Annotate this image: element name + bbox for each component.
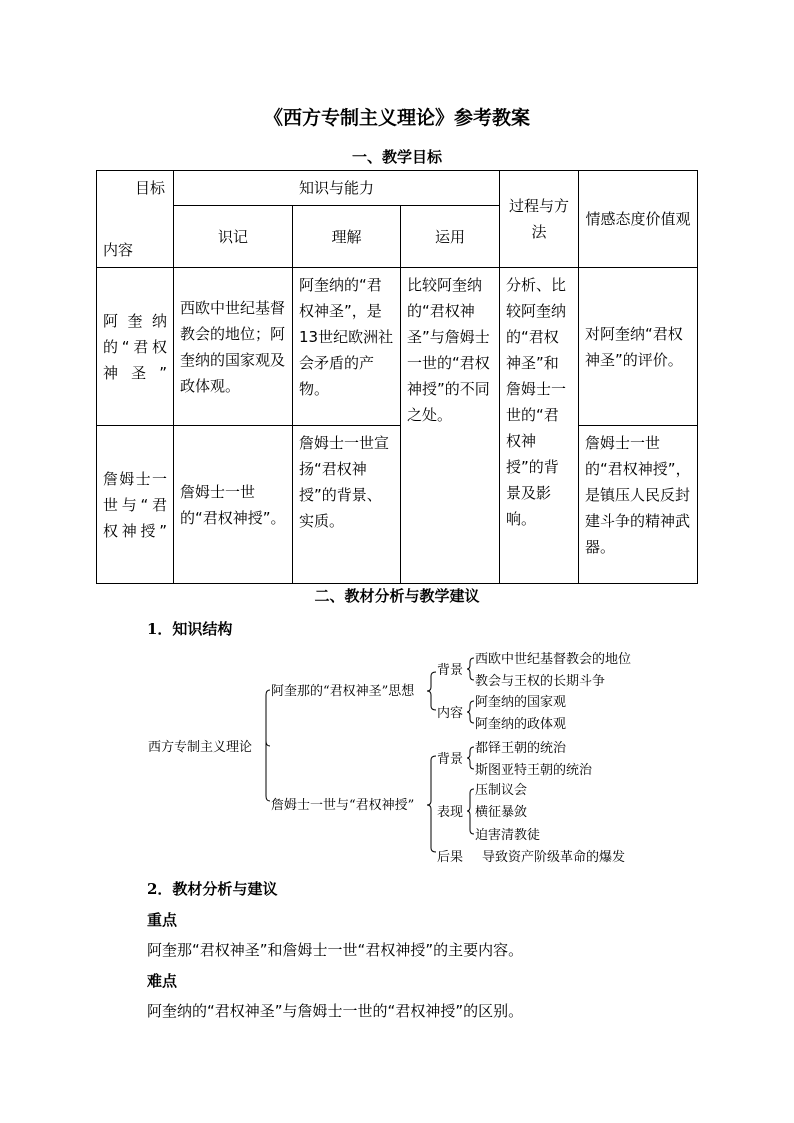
diagram-james-show-item: 压制议会	[475, 783, 528, 798]
header-recall: 识记	[174, 206, 293, 268]
diagram-aquinas-content-item: 阿奎纳的国家观	[475, 695, 567, 710]
teaching-goals-table	[96, 170, 698, 584]
diagram-james-bg-item: 都铎王朝的统治	[475, 741, 567, 756]
knowledge-structure-diagram	[140, 643, 660, 875]
diagram-aquinas-content-label: 内容	[437, 706, 464, 721]
heading-analysis-suggestions: 2．教材分析与建议	[147, 880, 278, 898]
cell-apply-merged: 比较阿奎纳的“君权神圣”与詹姆士一世的“君权神授”的不同之处。	[401, 268, 500, 584]
diagram-aquinas-bg-item: 西欧中世纪基督教会的地位	[475, 652, 632, 667]
difficulty-label: 难点	[147, 972, 178, 990]
header-understand: 理解	[293, 206, 401, 268]
header-corner-target: 目标	[134, 179, 165, 197]
key-point-label: 重点	[147, 911, 178, 929]
header-process-method: 过程与方法	[500, 171, 579, 268]
cell-aquinas-recall: 西欧中世纪基督教会的地位；阿奎纳的国家观及政体观。	[174, 268, 293, 426]
row-label-aquinas: 阿奎纳的“君权神圣”	[97, 268, 174, 426]
diagram-james-background-label: 背景	[437, 752, 464, 767]
diagram-branch-james: 詹姆士一世与“君权神授”	[271, 798, 415, 813]
cell-aquinas-emotion: 对阿奎纳“君权神圣”的评价。	[579, 268, 698, 426]
cell-process-merged: 分析、比较阿奎纳的“君权神圣”和詹姆士一世的“君权神授”的背景及影响。	[500, 268, 579, 584]
diagram-aquinas-bg-item: 教会与王权的长期斗争	[475, 674, 606, 689]
cell-james-recall: 詹姆士一世的“君权神授”。	[174, 426, 293, 584]
diagram-root: 西方专制主义理论	[148, 740, 253, 755]
diagram-aquinas-content-item: 阿奎纳的政体观	[475, 717, 567, 732]
diagram-aquinas-background-label: 背景	[437, 663, 464, 678]
diagram-james-result-item: 导致资产阶级革命的爆发	[482, 850, 626, 865]
cell-james-emotion: 詹姆士一世的“君权神授”，是镇压人民反封建斗争的精神武器。	[579, 426, 698, 584]
diagram-james-bg-item: 斯图亚特王朝的统治	[475, 763, 593, 778]
difficulty-text: 阿奎纳的“君权神圣”与詹姆士一世的“君权神授”的区别。	[147, 1002, 524, 1020]
header-apply: 运用	[401, 206, 500, 268]
row-label-james: 詹姆士一世与“君权神授”	[97, 426, 174, 584]
heading-knowledge-structure: 1．知识结构	[147, 620, 233, 638]
section-heading-goals: 一、教学目标	[351, 148, 442, 166]
document-title: 《西方专制主义理论》参考教案	[263, 107, 530, 129]
diagram-branch-aquinas: 阿奎那的“君权神圣”思想	[271, 684, 415, 699]
diagram-james-show-item: 迫害清教徒	[475, 828, 541, 843]
section-heading-analysis: 二、教材分析与教学建议	[314, 587, 480, 605]
diagram-james-result-label: 后果	[437, 850, 464, 865]
diagram-james-show-item: 横征暴敛	[475, 805, 528, 820]
diagram-james-show-label: 表现	[437, 805, 464, 820]
header-corner-content: 内容	[103, 241, 134, 259]
header-corner-cell	[97, 171, 174, 268]
header-knowledge-ability: 知识与能力	[174, 171, 500, 206]
cell-james-understand: 詹姆士一世宣扬“君权神授”的背景、实质。	[293, 426, 401, 584]
cell-aquinas-understand: 阿奎纳的“君权神圣”，是13世纪欧洲社会矛盾的产物。	[293, 268, 401, 426]
key-point-text: 阿奎那“君权神圣”和詹姆士一世“君权神授”的主要内容。	[147, 941, 524, 959]
header-emotion-values: 情感态度价值观	[579, 171, 698, 268]
